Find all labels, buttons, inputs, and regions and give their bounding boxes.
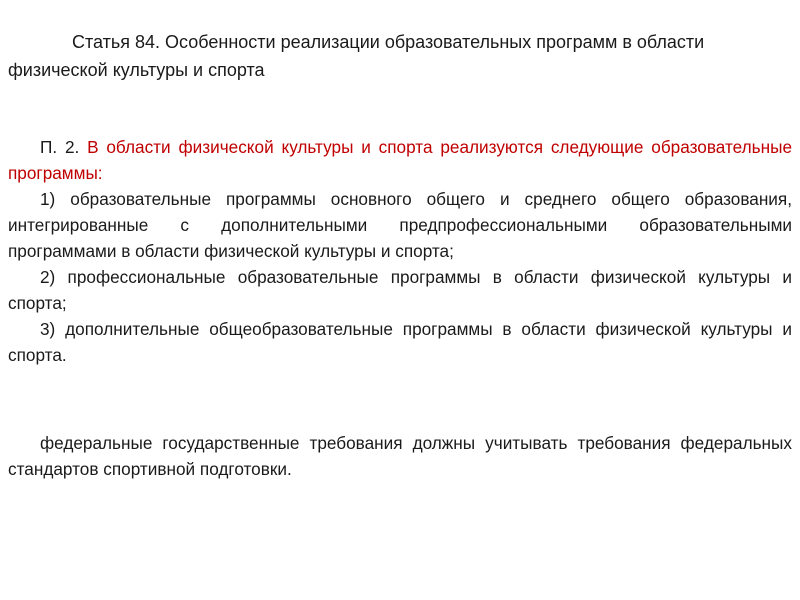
intro-highlight: В области физической культуры и спорта реализуются следующие образовательные программы:: [8, 137, 793, 183]
slide-title: Статья 84. Особенности реализации образовательных программ в области физической культуры и спорта: [8, 32, 705, 80]
list-item-1: 1) образовательные программы основного общего и среднего общего образования, интегрированные с дополнительными предпрофессиональными образовательными программами в области физической культуры и спорта;: [8, 189, 792, 261]
note-paragraph: федеральные государственные требования должны учитывать требования федеральных стандартов спортивной подготовки.: [8, 433, 792, 479]
content-body: [8, 134, 792, 368]
list-item-2: 2) профессиональные образовательные программы в области физической культуры и спорта;: [8, 267, 792, 313]
intro-prefix: П. 2.: [40, 137, 88, 157]
list-item-3: 3) дополнительные общеобразовательные программы в области физической культуры и спорта.: [8, 319, 792, 365]
intro-paragraph: [8, 134, 792, 186]
